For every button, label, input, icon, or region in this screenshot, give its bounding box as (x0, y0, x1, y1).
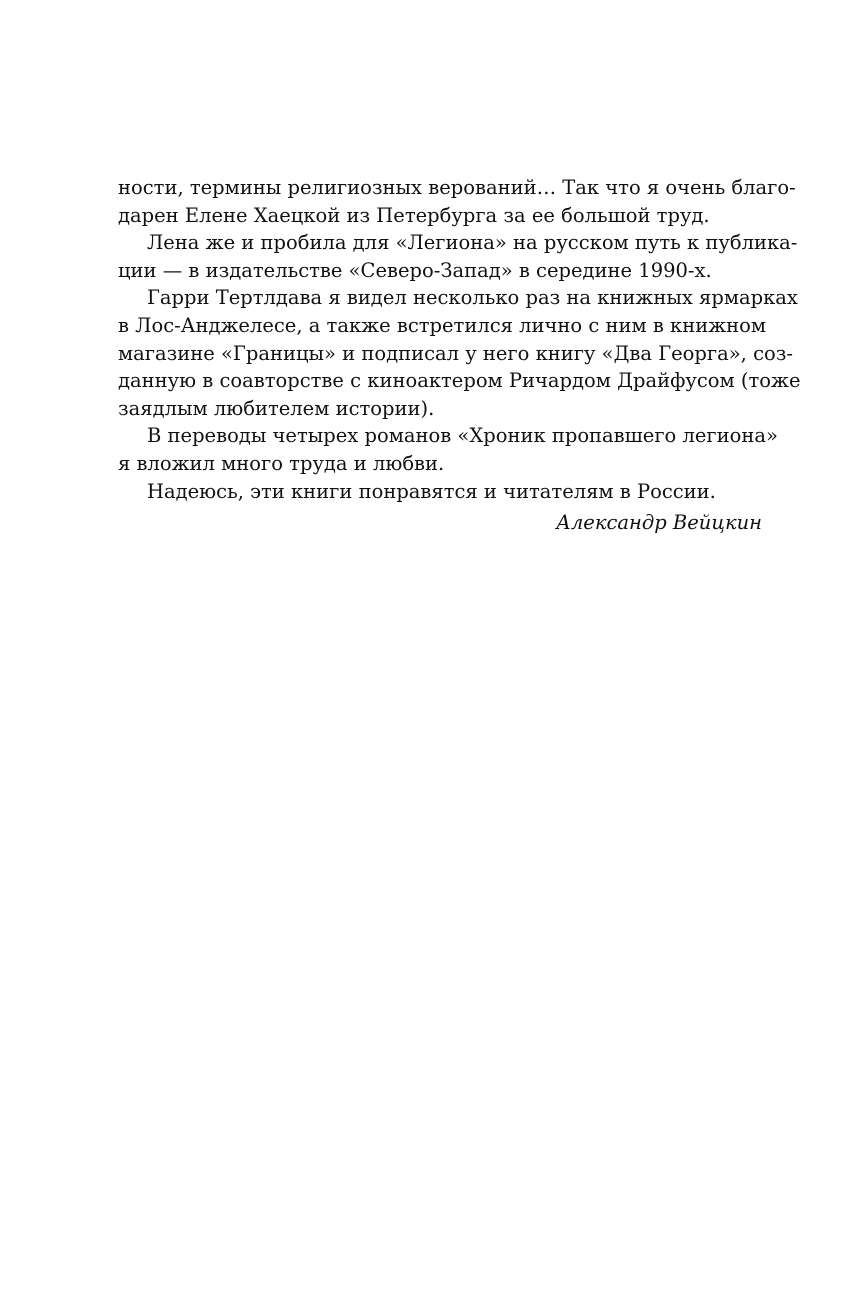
paragraph-4 (118, 422, 778, 477)
text-line: магазине «Границы» и подписал у него книгу «Два Георга», соз- (118, 341, 793, 365)
text-line: я вложил много труда и любви. (118, 451, 445, 475)
author-signature: Александр Вейцкин (556, 511, 762, 535)
text-line: ности, термины религиозных верований… Так что я очень благо- (118, 176, 796, 199)
text-line: дарен Елене Хаецкой из Петербурга за ее большой труд. (118, 203, 710, 227)
text-line: Гарри Тертлдава я видел несколько раз на книжных ярмарках (147, 286, 798, 310)
paragraph-2 (118, 229, 798, 284)
text-line: данную в соавторстве с киноактером Ричардом Драйфусом (тоже (118, 369, 801, 393)
paragraph-3 (118, 284, 801, 422)
text-line: В переводы четырех романов «Хроник пропавшего легиона» (147, 424, 778, 448)
paragraph-1 (118, 174, 796, 229)
document-page (118, 174, 801, 537)
text-line: Надеюсь, эти книги понравятся и читателям в России. (147, 479, 716, 503)
text-line: в Лос-Анджелесе, а также встретился лично с ним в книжном (118, 313, 767, 337)
paragraph-5 (118, 478, 762, 506)
text-line: заядлым любителем истории). (118, 396, 435, 420)
text-line: ции — в издательстве «Северо-Запад» в середине 1990-х. (118, 258, 712, 282)
text-line: Лена же и пробила для «Легиона» на русском путь к публика- (147, 231, 798, 255)
